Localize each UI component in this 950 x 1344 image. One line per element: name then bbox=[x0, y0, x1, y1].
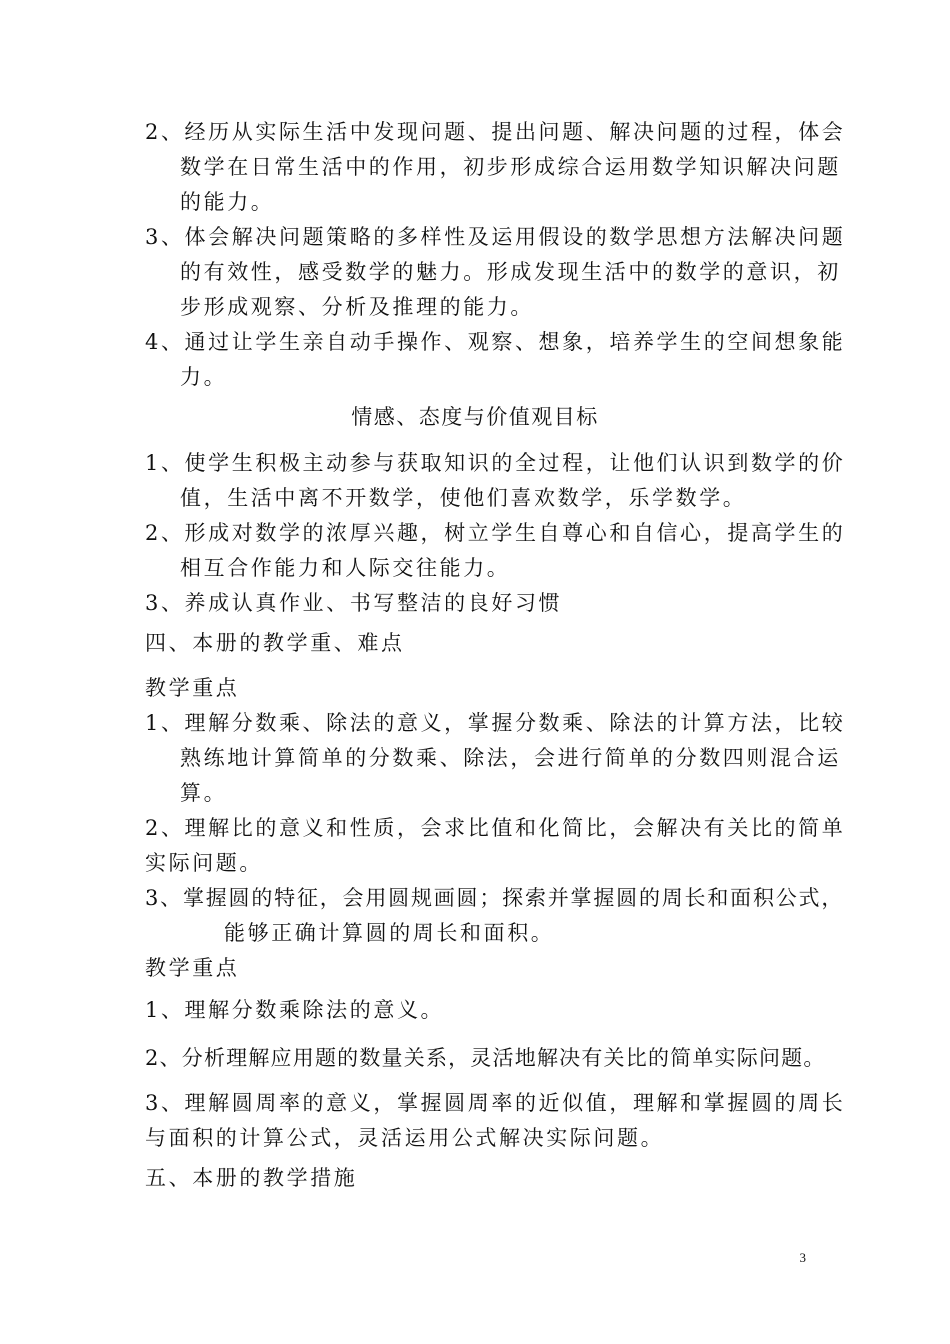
text-line: 能够正确计算圆的周长和面积。 bbox=[224, 921, 555, 945]
text-line: 3、理解圆周率的意义，掌握圆周率的近似值，理解和掌握圆的周长 bbox=[145, 1091, 846, 1115]
text-line: 1、使学生积极主动参与获取知识的全过程，让他们认识到数学的价 bbox=[145, 451, 846, 475]
text-line: 3、掌握圆的特征，会用圆规画圆；探索并掌握圆的周长和面积公式， bbox=[145, 886, 845, 910]
text-line: 2、分析理解应用题的数量关系，灵活地解决有关比的简单实际问题。 bbox=[145, 1046, 826, 1070]
text-line: 3、养成认真作业、书写整洁的良好习惯 bbox=[145, 591, 563, 615]
text-line: 相互合作能力和人际交往能力。 bbox=[180, 556, 511, 580]
section-heading: 情感、态度与价值观目标 bbox=[351, 405, 599, 429]
text-line: 力。 bbox=[180, 365, 228, 389]
text-line: 的能力。 bbox=[180, 190, 275, 214]
text-line: 实际问题。 bbox=[145, 851, 263, 875]
page-number: 3 bbox=[799, 1250, 806, 1265]
text-line: 3、体会解决问题策略的多样性及运用假设的数学思想方法解决问题 bbox=[145, 225, 846, 249]
text-line: 步形成观察、分析及推理的能力。 bbox=[180, 295, 534, 319]
text-line: 熟练地计算简单的分数乘、除法，会进行简单的分数四则混合运 bbox=[180, 746, 841, 770]
text-line: 4、通过让学生亲自动手操作、观察、想象，培养学生的空间想象能 bbox=[145, 330, 846, 354]
text-line: 的有效性，感受数学的魅力。形成发现生活中的数学的意识，初 bbox=[180, 260, 841, 284]
text-line: 与面积的计算公式，灵活运用公式解决实际问题。 bbox=[145, 1126, 665, 1150]
text-line: 2、经历从实际生活中发现问题、提出问题、解决问题的过程，体会 bbox=[145, 120, 846, 144]
subsection-heading: 教学重点 bbox=[145, 956, 240, 980]
subsection-heading: 教学重点 bbox=[145, 676, 240, 700]
text-line: 1、理解分数乘、除法的意义，掌握分数乘、除法的计算方法，比较 bbox=[145, 711, 846, 735]
text-line: 值，生活中离不开数学，使他们喜欢数学，乐学数学。 bbox=[180, 486, 747, 510]
section-heading: 五、本册的教学措施 bbox=[145, 1166, 358, 1190]
text-line: 数学在日常生活中的作用，初步形成综合运用数学知识解决问题 bbox=[180, 155, 841, 179]
text-line: 算。 bbox=[180, 781, 228, 805]
text-line: 2、理解比的意义和性质，会求比值和化简比，会解决有关比的简单 bbox=[145, 816, 846, 840]
section-heading: 四、本册的教学重、难点 bbox=[145, 631, 405, 655]
text-line: 1、理解分数乘除法的意义。 bbox=[145, 998, 445, 1022]
text-line: 2、形成对数学的浓厚兴趣，树立学生自尊心和自信心，提高学生的 bbox=[145, 521, 846, 545]
